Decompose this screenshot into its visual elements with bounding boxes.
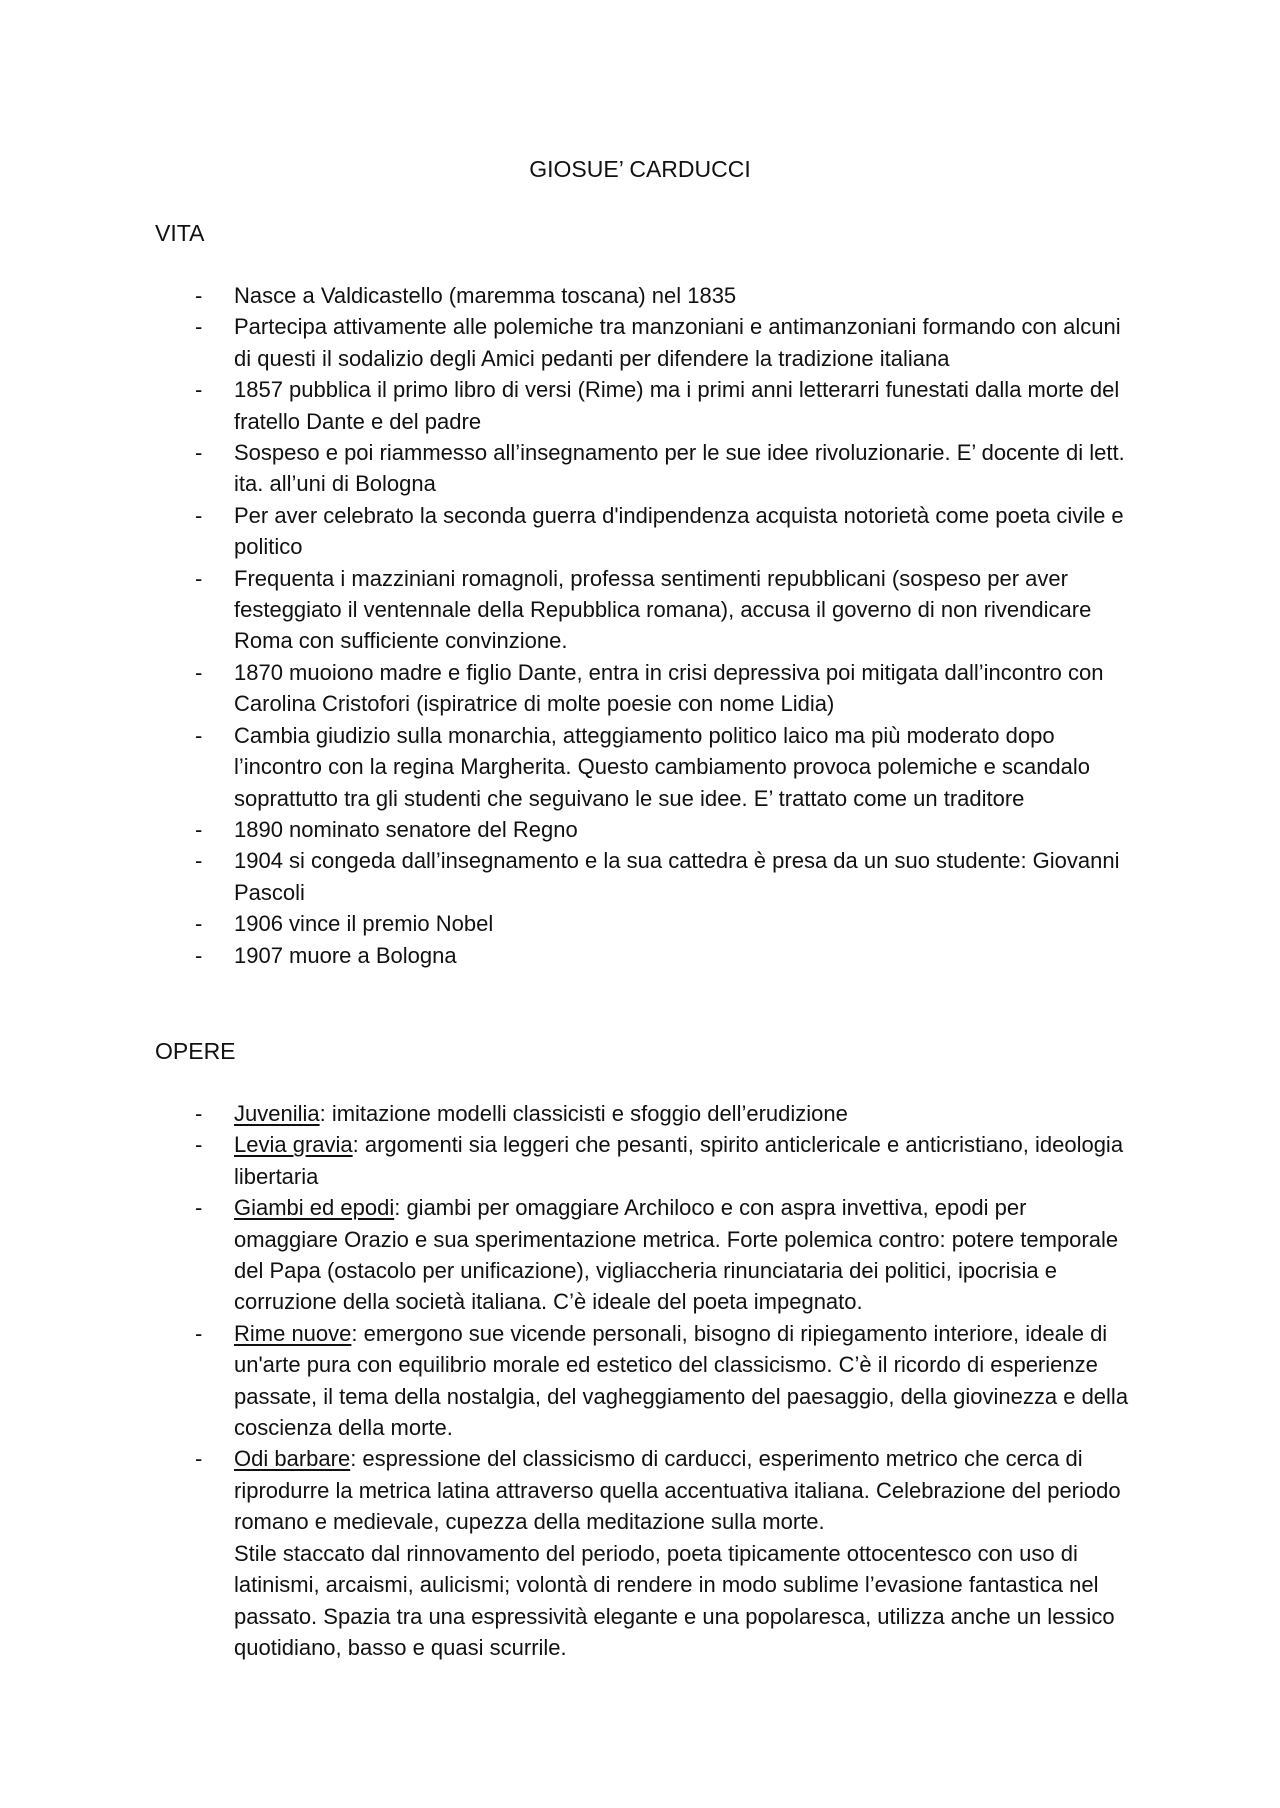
vita-list — [0, 280, 1280, 971]
work-description: : espressione del classicismo di carducci, esperimento metrico che cerca di riprodurre la metrica latina attraverso quella accentuativa italiana. Celebrazione del periodo romano e medievale, cupezza della meditazione sulla morte. — [234, 1446, 1121, 1535]
list-item: - Frequenta i mazziniani romagnoli, professa sentimenti repubblicani (sospeso per aver festeggiato il ventennale della Repubblica romana), accusa il governo di non rivendicare Roma con sufficiente convinzione. — [0, 563, 1134, 657]
bullet-dash: - — [195, 314, 203, 340]
opere-list — [0, 1098, 1280, 1663]
list-item: - Cambia giudizio sulla monarchia, atteggiamento politico laico ma più moderato dopo l’incontro con la regina Margherita. Questo cambiamento provoca polemiche e scandalo soprattutto tra gli studenti che seguivano le sue idee. E’ trattato come un traditore — [0, 720, 1134, 814]
bullet-dash: - — [195, 440, 203, 466]
list-item — [0, 1129, 1134, 1192]
bullet-dash: - — [195, 565, 203, 591]
list-item: - Partecipa attivamente alle polemiche tra manzoniani e antimanzoniani formando con alcuni di questi il sodalizio degli Amici pedanti per difendere la tradizione italiana — [0, 311, 1134, 374]
bullet-dash: - — [195, 911, 203, 937]
list-item — [0, 1098, 1134, 1129]
list-item — [0, 1192, 1134, 1318]
bullet-dash: - — [195, 816, 203, 842]
list-item: - 1904 si congeda dall’insegnamento e la sua cattedra è presa da un suo studente: Giovanni Pascoli — [0, 845, 1134, 908]
bullet-dash: - — [195, 1101, 203, 1126]
section-heading-vita: VITA — [155, 220, 205, 246]
work-title: Levia gravia — [234, 1132, 353, 1158]
list-item: - 1906 vince il premio Nobel — [0, 908, 1134, 939]
work-description: : emergono sue vicende personali, bisogno di ripiegamento interiore, ideale di un'arte pura con equilibrio morale ed estetico del classicismo. C’è il ricordo di esperienze passate, il tema della nostalgia, del vagheggiamento del paesaggio, della giovinezza e della coscienza della morte. — [234, 1320, 1129, 1441]
bullet-dash: - — [195, 942, 203, 968]
list-item — [0, 1318, 1134, 1444]
list-item — [0, 1443, 1134, 1663]
bullet-dash: - — [195, 1320, 203, 1346]
list-item: - 1870 muoiono madre e figlio Dante, entra in crisi depressiva poi mitigata dall’incontro con Carolina Cristofori (ispiratrice di molte poesie con nome Lidia) — [0, 657, 1134, 720]
document-title: GIOSUE’ CARDUCCI — [529, 156, 751, 182]
bullet-dash: - — [195, 659, 203, 685]
bullet-dash: - — [195, 848, 203, 874]
list-item: - 1890 nominato senatore del Regno — [0, 814, 1134, 845]
bullet-dash: - — [195, 1195, 203, 1221]
work-title: Odi barbare — [234, 1446, 351, 1472]
work-description: : argomenti sia leggeri che pesanti, spirito anticlericale e anticristiano, ideologia libertaria — [234, 1132, 1124, 1189]
work-title: Giambi ed epodi — [234, 1195, 395, 1221]
list-item: - Nasce a Valdicastello (maremma toscana) nel 1835 — [0, 280, 1134, 311]
bullet-dash: - — [195, 1132, 203, 1158]
list-item: - 1907 muore a Bologna — [0, 940, 1134, 971]
section-heading-opere: OPERE — [155, 1038, 236, 1064]
work-title: Rime nuove — [234, 1320, 352, 1346]
bullet-dash: - — [195, 377, 203, 403]
bullet-dash: - — [195, 1446, 203, 1472]
work-description: : imitazione modelli classicisti e sfoggio dell’erudizione — [319, 1101, 848, 1126]
bullet-dash: - — [195, 502, 203, 528]
list-item: - Per aver celebrato la seconda guerra d'indipendenza acquista notorietà come poeta civile e politico — [0, 500, 1134, 563]
bullet-dash: - — [195, 722, 203, 748]
work-description: : giambi per omaggiare Archiloco e con aspra invettiva, epodi per omaggiare Orazio e sua sperimentazione metrica. Forte polemica contro: potere temporale del Papa (ostacolo per unificazione), vigliaccheria rinunciataria dei politici, ipocrisia e corruzione della società italiana. C’è ideale del poeta impegnato. — [234, 1195, 1119, 1315]
style-paragraph: Stile staccato dal rinnovamento del periodo, poeta tipicamente ottocentesco con uso di latinismi, arcaismi, aulicismi; volontà di rendere in modo sublime l’evasione fantastica nel passato. Spazia tra una espressività elegante e una popolaresca, utilizza anche un lessico quotidiano, basso e quasi scurrile. — [234, 1540, 1115, 1660]
work-title: Juvenilia — [234, 1101, 320, 1126]
list-item: - Sospeso e poi riammesso all’insegnamento per le sue idee rivoluzionarie. E’ docente di lett. ita. all’uni di Bologna — [0, 437, 1134, 500]
bullet-dash: - — [195, 283, 203, 308]
list-item: - 1857 pubblica il primo libro di versi (Rime) ma i primi anni letterarri funestati dalla morte del fratello Dante e del padre — [0, 374, 1134, 437]
